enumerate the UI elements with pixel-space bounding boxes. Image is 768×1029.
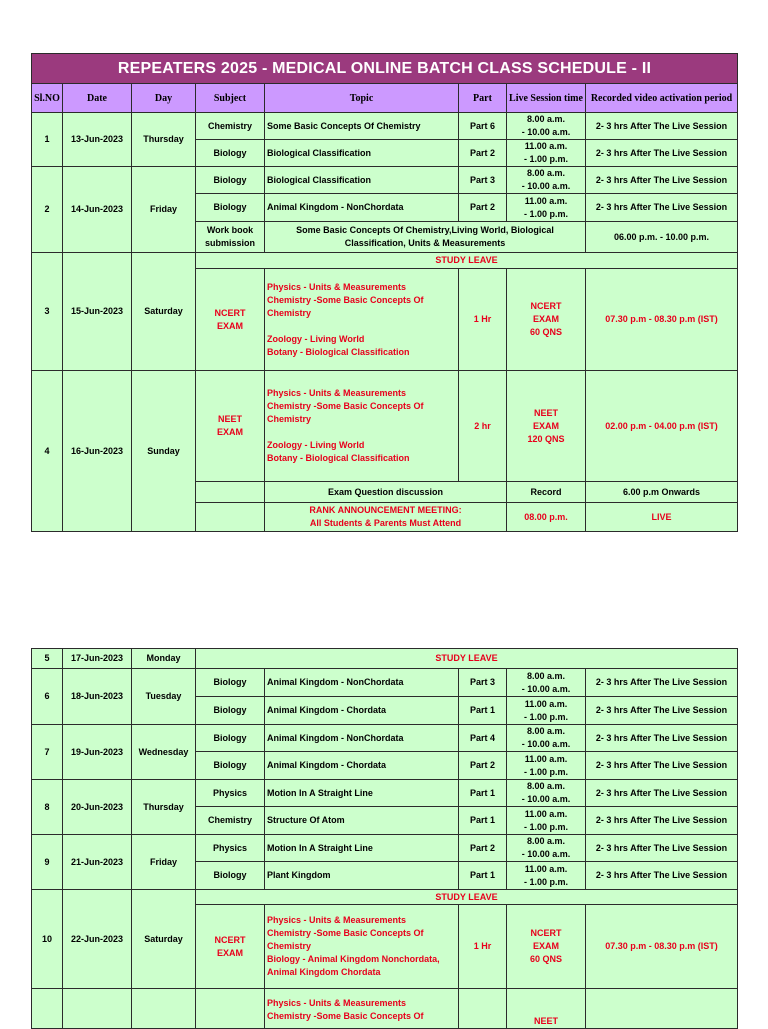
header-subject: Subject	[196, 84, 265, 113]
cell-study-leave: STUDY LEAVE	[196, 649, 738, 669]
cell-part: Part 3	[459, 167, 507, 194]
table-row	[32, 371, 738, 482]
cell-slno	[32, 989, 63, 1029]
cell-date: 17-Jun-2023	[63, 649, 132, 669]
cell-recorded: 2- 3 hrs After The Live Session	[586, 669, 738, 697]
schedule-title: REPEATERS 2025 - MEDICAL ONLINE BATCH CLASS SCHEDULE - II	[32, 54, 738, 84]
cell-recorded: 2- 3 hrs After The Live Session	[586, 752, 738, 780]
cell-day: Friday	[132, 167, 196, 253]
cell-subject: Biology	[196, 194, 265, 222]
table-row	[32, 669, 738, 697]
table-row	[32, 890, 738, 905]
cell-topic: Biological Classification	[265, 140, 459, 167]
table-row	[32, 113, 738, 140]
cell-exam-topics: Physics - Units & Measurements Chemistry -Some Basic Concepts Of	[265, 989, 459, 1029]
cell-empty	[196, 503, 265, 532]
cell-topic: Plant Kingdom	[265, 862, 459, 890]
cell-part: Part 3	[459, 669, 507, 697]
cell-slno: 3	[32, 253, 63, 371]
cell-part: Part 6	[459, 113, 507, 140]
cell-exam-topics: Physics - Units & Measurements Chemistry -Some Basic Concepts Of Chemistry Biology - Animal Kingdom Nonchordata, Animal Kingdom Chordata	[265, 905, 459, 989]
cell-recorded: 2- 3 hrs After The Live Session	[586, 194, 738, 222]
header-row	[32, 84, 738, 113]
cell-exam-period	[586, 989, 738, 1029]
cell-subject: Biology	[196, 167, 265, 194]
cell-subject: Biology	[196, 697, 265, 725]
cell-subject: Chemistry	[196, 807, 265, 835]
table-row	[32, 780, 738, 807]
header-part: Part	[459, 84, 507, 113]
cell-exam-subject: NCERT EXAM	[196, 269, 265, 371]
header-live-session: Live Session time	[507, 84, 586, 113]
cell-subject: Chemistry	[196, 113, 265, 140]
cell-exam-type: NEET EXAM 120 QNS	[507, 371, 586, 482]
cell-day: Sunday	[132, 371, 196, 532]
cell-recorded: 2- 3 hrs After The Live Session	[586, 835, 738, 862]
cell-date: 16-Jun-2023	[63, 371, 132, 532]
header-recorded-period: Recorded video activation period	[586, 84, 738, 113]
cell-subject: Biology	[196, 862, 265, 890]
cell-slno: 8	[32, 780, 63, 835]
cell-slno: 4	[32, 371, 63, 532]
table-row	[32, 835, 738, 862]
schedule-table-1	[31, 53, 738, 532]
cell-date: 22-Jun-2023	[63, 890, 132, 989]
cell-live-time: 11.00 a.m. - 1.00 p.m.	[507, 697, 586, 725]
cell-subject: Physics	[196, 835, 265, 862]
cell-topic: Animal Kingdom - Chordata	[265, 752, 459, 780]
cell-live-time: 8.00 a.m. - 10.00 a.m.	[507, 669, 586, 697]
cell-topic: Some Basic Concepts Of Chemistry	[265, 113, 459, 140]
cell-date	[63, 989, 132, 1029]
cell-part: Part 1	[459, 807, 507, 835]
cell-exam-type: NEET	[507, 989, 586, 1029]
cell-date: 15-Jun-2023	[63, 253, 132, 371]
cell-live-time: 8.00 a.m. - 10.00 a.m.	[507, 835, 586, 862]
cell-day: Wednesday	[132, 725, 196, 780]
cell-topic: Structure Of Atom	[265, 807, 459, 835]
cell-subject: Work book submission	[196, 222, 265, 253]
table-row	[32, 649, 738, 669]
cell-exam-topics: Physics - Units & Measurements Chemistry -Some Basic Concepts Of Chemistry Zoology - Living World Botany - Biological Classification	[265, 269, 459, 371]
cell-part: Part 2	[459, 835, 507, 862]
cell-recorded: 2- 3 hrs After The Live Session	[586, 697, 738, 725]
cell-part: Part 1	[459, 862, 507, 890]
cell-day: Thursday	[132, 113, 196, 167]
cell-recorded: 2- 3 hrs After The Live Session	[586, 807, 738, 835]
cell-part: Part 4	[459, 725, 507, 752]
cell-subject: Biology	[196, 669, 265, 697]
cell-day: Thursday	[132, 780, 196, 835]
cell-rank-time: 08.00 p.m.	[507, 503, 586, 532]
cell-slno: 2	[32, 167, 63, 253]
cell-recorded: 2- 3 hrs After The Live Session	[586, 725, 738, 752]
cell-exam-period: 07.30 p.m - 08.30 p.m (IST)	[586, 269, 738, 371]
cell-slno: 10	[32, 890, 63, 989]
cell-exam-duration	[459, 989, 507, 1029]
cell-subject: Biology	[196, 752, 265, 780]
cell-exam-period: 02.00 p.m - 04.00 p.m (IST)	[586, 371, 738, 482]
cell-topic: Animal Kingdom - Chordata	[265, 697, 459, 725]
cell-topic: Motion In A Straight Line	[265, 780, 459, 807]
cell-live-time: 11.00 a.m. - 1.00 p.m.	[507, 194, 586, 222]
cell-recorded: 2- 3 hrs After The Live Session	[586, 113, 738, 140]
cell-recorded: 2- 3 hrs After The Live Session	[586, 167, 738, 194]
cell-exam-subject: NCERT EXAM	[196, 905, 265, 989]
cell-part: Part 2	[459, 194, 507, 222]
cell-part: Part 2	[459, 140, 507, 167]
cell-subject: Physics	[196, 780, 265, 807]
cell-live-time: 11.00 a.m. - 1.00 p.m.	[507, 807, 586, 835]
cell-part: Part 2	[459, 752, 507, 780]
cell-day: Tuesday	[132, 669, 196, 725]
cell-slno: 5	[32, 649, 63, 669]
cell-topic: Motion In A Straight Line	[265, 835, 459, 862]
cell-date: 21-Jun-2023	[63, 835, 132, 890]
cell-exam-topics: Physics - Units & Measurements Chemistry -Some Basic Concepts Of Chemistry Zoology - Living World Botany - Biological Classification	[265, 371, 459, 482]
cell-day: Monday	[132, 649, 196, 669]
cell-exam-discussion: Exam Question discussion	[265, 482, 507, 503]
cell-live-time: 8.00 a.m. - 10.00 a.m.	[507, 780, 586, 807]
cell-date: 13-Jun-2023	[63, 113, 132, 167]
cell-topic: Biological Classification	[265, 167, 459, 194]
cell-slno: 6	[32, 669, 63, 725]
cell-day	[132, 989, 196, 1029]
cell-rank-meeting: RANK ANNOUNCEMENT MEETING: All Students & Parents Must Attend	[265, 503, 507, 532]
header-slno: Sl.NO	[32, 84, 63, 113]
cell-part: Part 1	[459, 697, 507, 725]
cell-day: Friday	[132, 835, 196, 890]
cell-slno: 1	[32, 113, 63, 167]
cell-recorded: 2- 3 hrs After The Live Session	[586, 862, 738, 890]
cell-exam-duration: 2 hr	[459, 371, 507, 482]
cell-topic: Animal Kingdom - NonChordata	[265, 669, 459, 697]
cell-exam-type: NCERT EXAM 60 QNS	[507, 905, 586, 989]
cell-live-time: 11.00 a.m. - 1.00 p.m.	[507, 752, 586, 780]
cell-live-time: 8.00 a.m. - 10.00 a.m.	[507, 113, 586, 140]
cell-part: Part 1	[459, 780, 507, 807]
cell-exam-period: 07.30 p.m - 08.30 p.m (IST)	[586, 905, 738, 989]
table-row	[32, 167, 738, 194]
cell-slno: 7	[32, 725, 63, 780]
table-row	[32, 989, 738, 1029]
cell-live-time: 8.00 a.m. - 10.00 a.m.	[507, 725, 586, 752]
cell-study-leave: STUDY LEAVE	[196, 890, 738, 905]
cell-live-time: 11.00 a.m. - 1.00 p.m.	[507, 140, 586, 167]
cell-date: 19-Jun-2023	[63, 725, 132, 780]
schedule-table-2	[31, 648, 738, 1029]
cell-topic: Animal Kingdom - NonChordata	[265, 725, 459, 752]
cell-subject: Biology	[196, 140, 265, 167]
cell-exam-subject	[196, 989, 265, 1029]
cell-exam-type: NCERT EXAM 60 QNS	[507, 269, 586, 371]
cell-topic: Animal Kingdom - NonChordata	[265, 194, 459, 222]
cell-study-leave: STUDY LEAVE	[196, 253, 738, 269]
cell-record: Record	[507, 482, 586, 503]
cell-exam-subject: NEET EXAM	[196, 371, 265, 482]
cell-onwards: 6.00 p.m Onwards	[586, 482, 738, 503]
cell-exam-duration: 1 Hr	[459, 905, 507, 989]
header-date: Date	[63, 84, 132, 113]
table-row	[32, 253, 738, 269]
cell-rank-mode: LIVE	[586, 503, 738, 532]
cell-empty	[196, 482, 265, 503]
header-day: Day	[132, 84, 196, 113]
cell-day: Saturday	[132, 890, 196, 989]
cell-slno: 9	[32, 835, 63, 890]
cell-live-time: 11.00 a.m. - 1.00 p.m.	[507, 862, 586, 890]
cell-date: 14-Jun-2023	[63, 167, 132, 253]
title-row	[32, 54, 738, 84]
cell-exam-duration: 1 Hr	[459, 269, 507, 371]
cell-workbook-time: 06.00 p.m. - 10.00 p.m.	[586, 222, 738, 253]
cell-recorded: 2- 3 hrs After The Live Session	[586, 780, 738, 807]
cell-day: Saturday	[132, 253, 196, 371]
cell-recorded: 2- 3 hrs After The Live Session	[586, 140, 738, 167]
cell-date: 20-Jun-2023	[63, 780, 132, 835]
cell-live-time: 8.00 a.m. - 10.00 a.m.	[507, 167, 586, 194]
cell-workbook-topics: Some Basic Concepts Of Chemistry,Living World, Biological Classification, Units & Measurements	[265, 222, 586, 253]
header-topic: Topic	[265, 84, 459, 113]
table-row	[32, 725, 738, 752]
cell-subject: Biology	[196, 725, 265, 752]
cell-date: 18-Jun-2023	[63, 669, 132, 725]
